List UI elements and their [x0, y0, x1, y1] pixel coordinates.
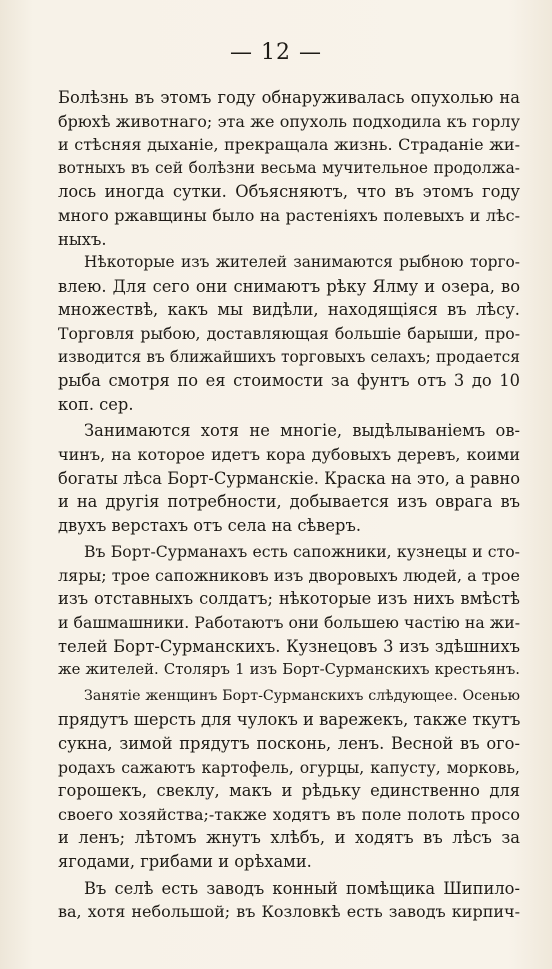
paragraph-women-work — [58, 685, 520, 874]
text-line: и на другія потребности, добывается изъ оврага въ — [58, 492, 520, 512]
text-line: двухъ верстахъ отъ села на сѣверъ. — [58, 515, 362, 535]
text-line: множествѣ, какъ мы видѣли, находящіяся въ лѣсу. — [58, 300, 520, 320]
text-line: и башмашники. Работаютъ они большею частію на жи- — [58, 613, 520, 633]
paragraph-fishing — [58, 251, 520, 416]
text-line: лось иногда сутки. Объясняютъ, что въ этомъ году — [58, 182, 520, 202]
text-line: Болѣзнь въ этомъ году обнаруживалась опухолью на — [58, 88, 520, 107]
paragraph-craftsmen — [58, 540, 520, 682]
text-line: ляры; трое сапожниковъ изъ дворовыхъ людей, а трое — [58, 565, 520, 585]
text-line: сукна, зимой прядутъ посконь, ленъ. Весной въ ого- — [58, 734, 520, 754]
text-line: изводится въ ближайшихъ торговыхъ селахъ; продается — [58, 347, 520, 366]
paragraph-factories — [58, 877, 520, 924]
text-line: богаты лѣса Борт-Сурманскіе. Краска на это, а равно — [58, 468, 520, 488]
text-line: прядутъ шерсть для чулокъ и варежекъ, также ткутъ — [58, 710, 521, 730]
paragraph-tanning — [58, 419, 520, 537]
text-line: чинъ, на которое идетъ кора дубовыхъ деревъ, коими — [58, 444, 520, 464]
text-line: Торговля рыбою, доставляющая большіе барыши, про- — [58, 323, 520, 343]
text-line: брюхѣ животнаго; эта же опухоль подходила къ горлу — [58, 111, 520, 131]
text-line: вотныхъ въ сей болѣзни весьма мучительное продолжа- — [58, 158, 520, 177]
page-number: — 12 — — [230, 40, 322, 65]
text-line: Нѣкоторые изъ жителей занимаются рыбною торго- — [84, 253, 520, 272]
text-line: ныхъ. — [58, 229, 107, 249]
text-line: много ржавщины было на растеніяхъ полевыхъ и лѣс- — [58, 205, 520, 225]
text-line: Занимаются хотя не многіе, выдѣлываніемъ ов- — [84, 421, 520, 441]
text-line: телей Борт-Сурманскихъ. Кузнецовъ 3 изъ здѣшнихъ — [58, 636, 520, 656]
text-line: и стѣсняя дыханіе, прекращала жизнь. Страданіе жи- — [58, 135, 520, 155]
text-line: изъ отставныхъ солдатъ; нѣкоторые изъ нихъ вмѣстѣ — [58, 589, 520, 609]
body-text — [58, 86, 520, 924]
text-line: Въ Борт-Сурманахъ есть сапожники, кузнецы и сто- — [84, 542, 520, 562]
text-line: рыба смотря по ея стоимости за фунтъ отъ 3 до 10 — [58, 371, 520, 391]
text-line: горошекъ, свеклу, макъ и рѣдьку единственно для — [58, 781, 520, 801]
text-line: своего хозяйства;-также ходятъ въ поле полоть просо — [58, 804, 520, 824]
paragraph-disease — [58, 86, 520, 251]
text-line: и ленъ; лѣтомъ жнутъ хлѣбъ, и ходятъ въ лѣсъ за — [58, 828, 520, 848]
text-line: же жителей. Столяръ 1 изъ Борт-Сурманскихъ крестьянъ. — [58, 661, 520, 679]
text-line: ягодами, грибами и орѣхами. — [58, 852, 312, 871]
text-line: Занятіе женщинъ Борт-Сурманскихъ слѣдующее. Осенью — [84, 687, 520, 704]
text-line: Въ селѣ есть заводъ конный помѣщика Шипило- — [84, 878, 520, 898]
text-line: влею. Для сего они снимаютъ рѣку Ялму и озера, во — [58, 276, 520, 296]
text-line: ва, хотя небольшой; въ Козловкѣ есть заводъ кирпич- — [58, 902, 520, 922]
text-line: коп. сер. — [58, 394, 134, 414]
text-line: родахъ сажаютъ картофель, огурцы, капусту, морковь, — [58, 757, 520, 777]
